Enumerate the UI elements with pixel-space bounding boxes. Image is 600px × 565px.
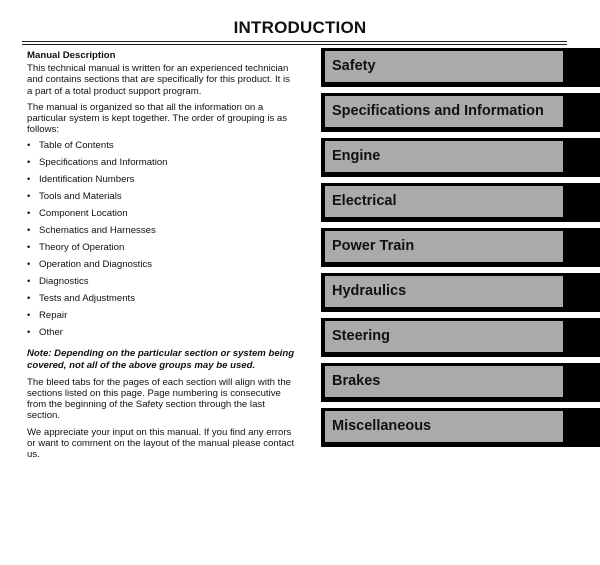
list-item: • Repair [27,310,68,322]
bleed-tab-edge [572,366,600,399]
section-tab-steering[interactable] [321,318,600,357]
section-tab-brakes[interactable] [321,363,600,402]
list-item: • Tests and Adjustments [27,293,135,305]
bullet-icon: • [27,276,31,288]
section-tab-label[interactable]: Miscellaneous [325,411,563,442]
section-tab-power-train[interactable] [321,228,600,267]
section-tab-miscellaneous[interactable] [321,408,600,447]
bullet-icon: • [27,140,31,152]
bullet-icon: • [27,293,31,305]
bullet-icon: • [27,191,31,203]
bleed-tab-edge [572,411,600,444]
section-tab-electrical[interactable] [321,183,600,222]
list-item: • Tools and Materials [27,191,122,203]
section-tabs [321,48,600,453]
section-tab-label[interactable]: Hydraulics [325,276,563,307]
bullet-icon: • [27,208,31,220]
list-item: • Schematics and Harnesses [27,225,156,237]
bullet-icon: • [27,327,31,339]
bullet-icon: • [27,225,31,237]
manual-description [27,50,295,465]
feedback-paragraph: We appreciate your input on this manual. If you find any errors or want to comment on the layout of the manual please contact us. [27,426,295,461]
section-tab-specifications[interactable] [321,93,600,132]
list-item: • Table of Contents [27,140,114,152]
bleed-tab-edge [572,231,600,264]
section-tab-label[interactable]: Safety [325,51,563,82]
bleed-tab-edge [572,186,600,219]
list-item: • Operation and Diagnostics [27,259,153,271]
list-item: • Specifications and Information [27,157,168,169]
section-tab-label[interactable]: Power Train [325,231,563,262]
title-divider [22,41,567,42]
note-text: Note: Depending on the particular section or system being covered, not all of the above groups may be used. [27,348,295,371]
bullet-icon: • [27,157,31,169]
section-tab-label[interactable]: Electrical [325,186,563,217]
list-item: • Other [27,327,63,339]
bleed-tabs-paragraph: The bleed tabs for the pages of each section will align with the sections listed on this page. Page numbering is consecutive from the beginning of the Safety section through the last section. [27,376,291,422]
list-item: • Diagnostics [27,276,89,288]
bullet-icon: • [27,259,31,271]
title-divider-secondary [22,44,567,45]
list-item: • Identification Numbers [27,174,135,186]
section-tab-label[interactable]: Specifications and Information [325,96,563,127]
section-heading: Manual Description [27,50,116,61]
section-tab-label[interactable]: Steering [325,321,563,352]
section-tab-safety[interactable] [321,48,600,87]
bleed-tab-edge [572,51,600,84]
bleed-tab-edge [572,276,600,309]
section-tab-engine[interactable] [321,138,600,177]
intro-paragraph: This technical manual is written for an experienced technician and contains sections that are specifically for this product. It is a part of a total product support program. [27,63,290,97]
bleed-tab-edge [572,96,600,129]
section-tab-hydraulics[interactable] [321,273,600,312]
list-item: • Component Location [27,208,128,220]
bullet-icon: • [27,310,31,322]
bleed-tab-edge [572,321,600,354]
section-tab-label[interactable]: Brakes [325,366,563,397]
page-title: INTRODUCTION [233,18,367,37]
section-tab-label[interactable]: Engine [325,141,563,172]
bleed-tab-edge [572,141,600,174]
bullet-icon: • [27,242,31,254]
bullet-icon: • [27,174,31,186]
list-item: • Theory of Operation [27,242,125,254]
organization-paragraph: The manual is organized so that all the information on a particular system is kept together. The order of grouping is as follows: [27,101,288,136]
group-list [27,140,295,344]
